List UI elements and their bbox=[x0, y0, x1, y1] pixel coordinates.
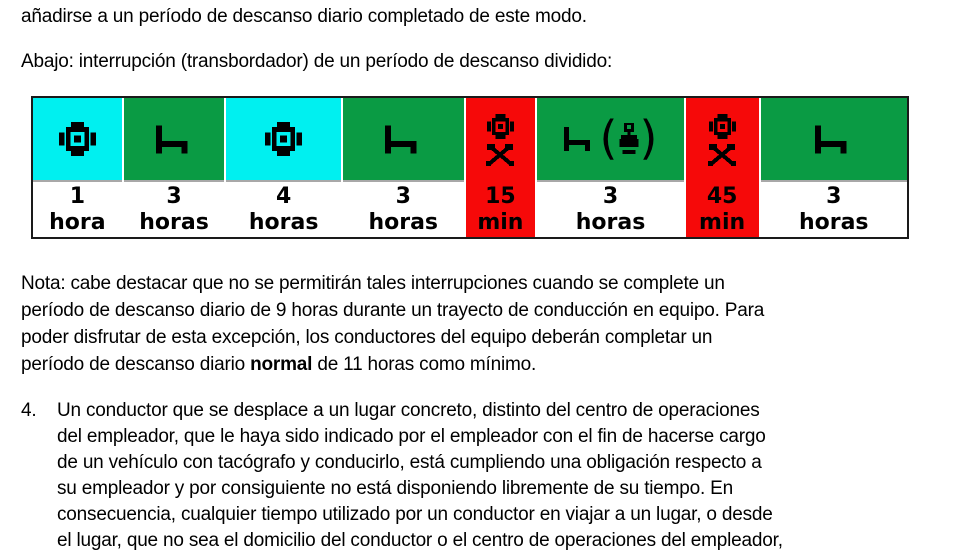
nota-line: Nota: cabe destacar que no se permitirán tales interrupciones cuando se complete un bbox=[21, 273, 725, 294]
duration-label bbox=[124, 182, 225, 237]
steering-wheel-icon bbox=[487, 114, 514, 139]
duration-value: 3 bbox=[826, 183, 842, 209]
duration-unit: min bbox=[699, 209, 746, 235]
ferry-icon bbox=[618, 123, 640, 156]
driving-symbol-cell bbox=[33, 98, 122, 182]
crossed-hammers-icon bbox=[708, 144, 736, 166]
cell-driving-4h bbox=[226, 98, 343, 237]
nota-line-pre: período de descanso diario bbox=[21, 354, 251, 375]
item4-line: consecuencia, cualquier tiempo utilizado por un conductor en viajar a un lugar, o desde bbox=[57, 504, 773, 525]
duration-label bbox=[33, 182, 122, 237]
bed-icon bbox=[156, 125, 193, 154]
cell-rest-3h bbox=[761, 98, 907, 237]
cell-interruption-15min bbox=[466, 98, 538, 237]
item4-line-clipped: el lugar, que no sea el domicilio del conductor o el centro de operaciones del empleador, bbox=[57, 530, 783, 551]
duration-unit: horas bbox=[368, 209, 439, 235]
numbered-item-4 bbox=[21, 398, 959, 554]
nota-bold-word: normal bbox=[250, 354, 313, 375]
nota-line-post: de 11 horas como mínimo. bbox=[312, 354, 537, 375]
item-text bbox=[57, 398, 783, 554]
duration-value: 3 bbox=[395, 183, 411, 209]
bed-icon bbox=[564, 127, 595, 151]
crossed-hammers-icon bbox=[486, 144, 514, 166]
nota-line-with-bold bbox=[21, 351, 959, 378]
duration-label bbox=[226, 182, 341, 237]
rest-period-diagram bbox=[31, 96, 909, 239]
item-number: 4. bbox=[21, 400, 37, 421]
duration-value: 1 bbox=[69, 183, 85, 209]
steering-wheel-icon bbox=[59, 122, 96, 156]
cell-rest-ferry-3h bbox=[537, 98, 685, 237]
duration-label bbox=[537, 182, 683, 237]
item4-line: del empleador, que le haya sido indicado por el empleador con el fin de hacerse cargo bbox=[57, 426, 766, 447]
item4-line: de un vehículo con tacógrafo y conducirlo, está cumpliendo una obligación respecto a bbox=[57, 452, 762, 473]
duration-value: 15 bbox=[485, 183, 516, 209]
rest-symbol-cell bbox=[761, 98, 907, 182]
duration-unit: horas bbox=[798, 209, 869, 235]
paren-close: ) bbox=[639, 111, 658, 165]
nota-line: período de descanso diario de 9 horas durante un trayecto de conducción en equipo. Para bbox=[21, 300, 765, 321]
duration-label bbox=[343, 182, 464, 237]
duration-unit: min bbox=[477, 209, 524, 235]
intro-paragraph-line: añadirse a un período de descanso diario completado de este modo. bbox=[21, 6, 587, 27]
duration-unit: horas bbox=[139, 209, 209, 235]
duration-value: 3 bbox=[166, 183, 182, 209]
paren-open: ( bbox=[599, 111, 618, 165]
duration-label bbox=[761, 182, 907, 237]
duration-label bbox=[466, 182, 536, 237]
nota-line: poder disfrutar de esta excepción, los conductores del equipo deberán completar un bbox=[21, 327, 713, 348]
duration-value: 4 bbox=[275, 183, 292, 209]
rest-symbol-cell bbox=[343, 98, 464, 182]
duration-unit: horas bbox=[575, 209, 646, 235]
rest-ferry-symbols-cell bbox=[537, 98, 683, 182]
nota-paragraph bbox=[21, 270, 959, 378]
bed-icon bbox=[385, 125, 422, 154]
driving-symbol-cell bbox=[226, 98, 341, 182]
cell-rest-3h bbox=[124, 98, 227, 237]
interruption-symbols-cell bbox=[466, 98, 536, 182]
item4-line: Un conductor que se desplace a un lugar concreto, distinto del centro de operaciones bbox=[57, 400, 760, 421]
rest-on-ferry-group bbox=[564, 111, 658, 165]
bed-icon bbox=[815, 125, 852, 154]
item4-line: su empleador y por consiguiente no está disponiendo libremente de su tiempo. En bbox=[57, 478, 734, 499]
steering-wheel-icon bbox=[265, 122, 302, 156]
duration-label bbox=[686, 182, 759, 237]
duration-value: 3 bbox=[602, 183, 619, 209]
diagram-caption: Abajo: interrupción (transbordador) de un período de descanso dividido: bbox=[21, 51, 613, 72]
duration-unit: hora bbox=[49, 209, 106, 235]
cell-rest-3h bbox=[343, 98, 466, 237]
duration-unit: horas bbox=[248, 209, 319, 235]
steering-wheel-icon bbox=[709, 114, 736, 139]
interruption-symbols-cell bbox=[686, 98, 759, 182]
rest-symbol-cell bbox=[124, 98, 225, 182]
cell-driving-1h bbox=[33, 98, 124, 237]
duration-value: 45 bbox=[706, 183, 738, 209]
cell-interruption-45min bbox=[686, 98, 761, 237]
